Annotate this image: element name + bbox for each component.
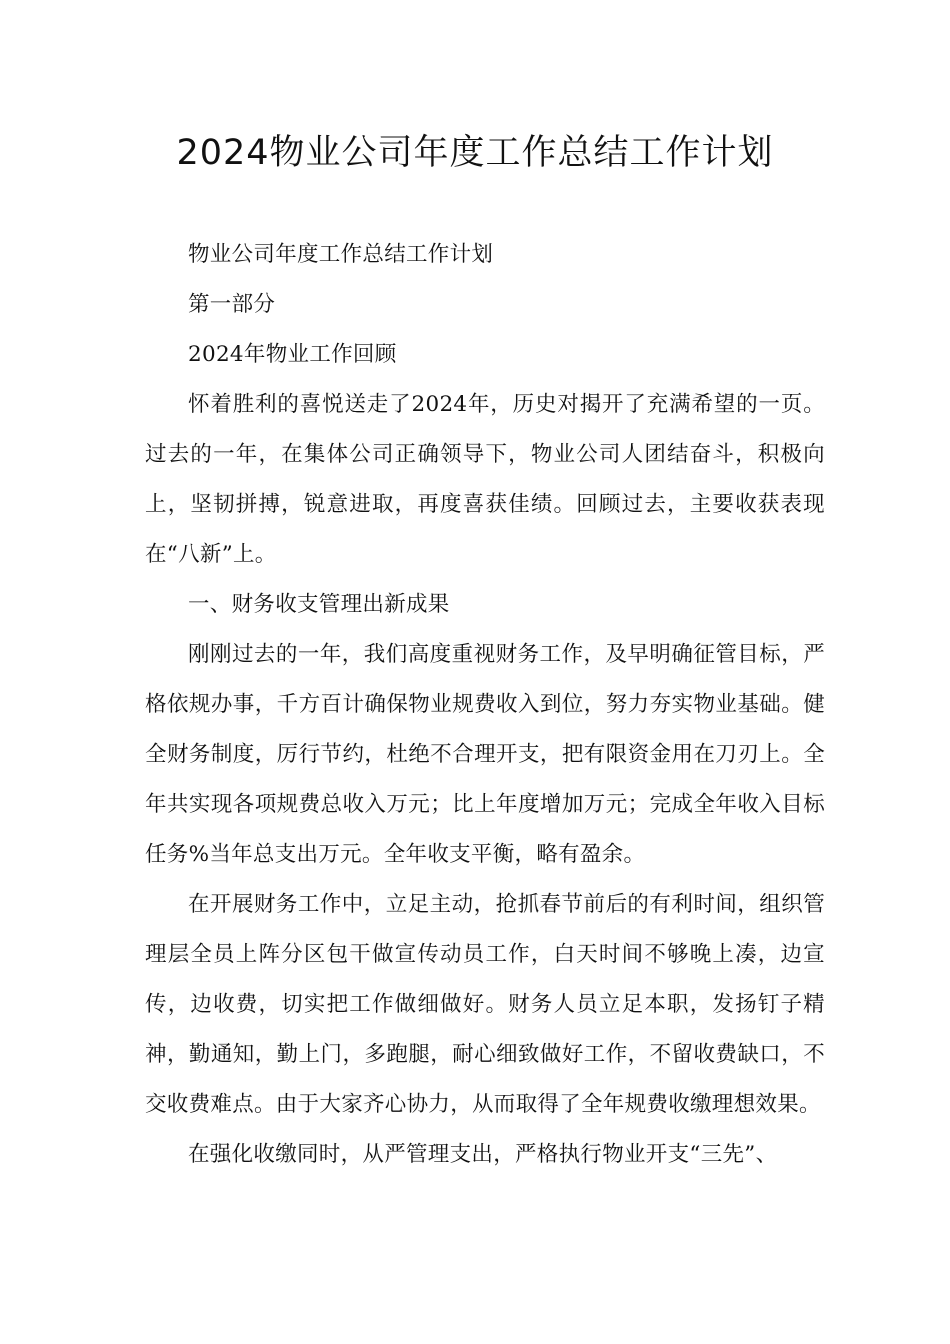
paragraph-finance: 刚刚过去的一年，我们高度重视财务工作，及早明确征管目标，严格依规办事，千方百计确保物业规费收入到位，努力夯实物业基础。健全财务制度，厉行节约，杜绝不合理开支，把有限资金用在刀刃上。全年共实现各项规费总收入万元；比上年度增加万元；完成全年收入目标任务%当年总支出万元。全年收支平衡，略有盈余。 [145, 642, 825, 867]
paragraph-review-heading: 2024年物业工作回顾 [188, 342, 397, 367]
paragraph-expenditure: 在强化收缴同时，从严管理支出，严格执行物业开支“三先”、 [188, 1142, 778, 1167]
document-body [145, 230, 825, 1180]
paragraph-finance-work: 在开展财务工作中，立足主动，抢抓春节前后的有利时间，组织管理层全员上阵分区包干做宣传动员工作，白天时间不够晚上凑，边宣传，边收费，切实把工作做细做好。财务人员立足本职，发扬钉子精神，勤通知，勤上门，多跑腿，耐心细致做好工作，不留收费缺口，不交收费难点。由于大家齐心协力，从而取得了全年规费收缴理想效果。 [145, 892, 825, 1117]
paragraph-subtitle: 物业公司年度工作总结工作计划 [188, 242, 494, 267]
document-title: 2024物业公司年度工作总结工作计划 [176, 133, 774, 173]
paragraph-part-heading: 第一部分 [188, 292, 276, 317]
paragraph-section-one-heading: 一、财务收支管理出新成果 [188, 592, 450, 617]
paragraph-intro: 怀着胜利的喜悦送走了2024年，历史对揭开了充满希望的一页。过去的一年，在集体公司正确领导下，物业公司人团结奋斗，积极向上，坚韧拼搏，锐意进取，再度喜获佳绩。回顾过去，主要收获表现在“八新”上。 [145, 392, 825, 567]
